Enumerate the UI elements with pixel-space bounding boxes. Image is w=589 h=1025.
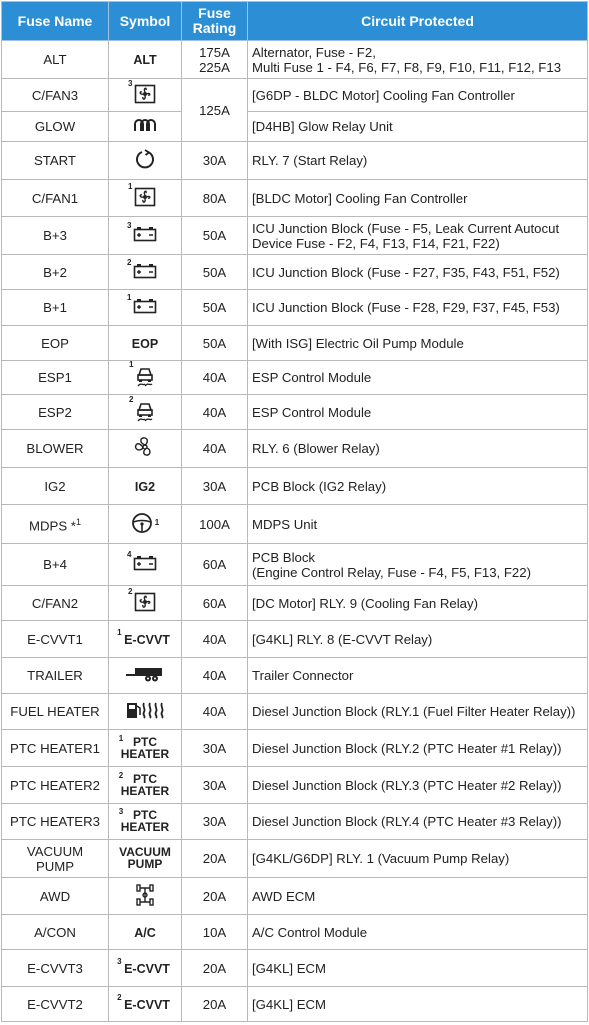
circuit-protected: Diesel Junction Block (RLY.4 (PTC Heater #3 Relay)) bbox=[248, 804, 588, 840]
esp-icon bbox=[135, 365, 155, 387]
circuit-protected: [G6DP - BLDC Motor] Cooling Fan Controller bbox=[248, 79, 588, 112]
battery-icon bbox=[133, 298, 157, 314]
table-row bbox=[2, 41, 588, 79]
symbol-cell bbox=[109, 840, 182, 878]
symbol-cell bbox=[109, 621, 182, 658]
fuse-rating: 30A bbox=[182, 767, 248, 804]
fuse-rating: 80A bbox=[182, 180, 248, 217]
symbol-text: PTC HEATER bbox=[120, 734, 170, 761]
table-row bbox=[2, 290, 588, 326]
fuse-name: ESP1 bbox=[2, 361, 109, 395]
cooling-fan-icon bbox=[134, 187, 156, 207]
symbol-cell bbox=[109, 217, 182, 255]
fuse-rating: 30A bbox=[182, 730, 248, 767]
symbol-cell bbox=[109, 112, 182, 142]
symbol-cell bbox=[109, 79, 182, 112]
table-row bbox=[2, 255, 588, 290]
fuse-name: PTC HEATER3 bbox=[2, 804, 109, 840]
table-row bbox=[2, 658, 588, 694]
fuse-rating: 50A bbox=[182, 290, 248, 326]
fuse-rating: 30A bbox=[182, 468, 248, 505]
symbol-superscript: 1 bbox=[128, 181, 133, 191]
symbol-cell bbox=[109, 255, 182, 290]
battery-icon bbox=[133, 226, 157, 242]
symbol-cell bbox=[109, 468, 182, 505]
fuse-rating bbox=[182, 41, 248, 79]
fuse-name: FUEL HEATER bbox=[2, 694, 109, 730]
symbol-cell bbox=[109, 505, 182, 544]
fuse-name: ESP2 bbox=[2, 395, 109, 430]
circuit-protected bbox=[248, 544, 588, 586]
start-icon bbox=[135, 149, 155, 169]
symbol-text: E-CVVT bbox=[124, 961, 170, 976]
fuse-name: PTC HEATER1 bbox=[2, 730, 109, 767]
fuse-name: E-CVVT3 bbox=[2, 950, 109, 987]
fuse-name: AWD bbox=[2, 878, 109, 915]
symbol-text: IG2 bbox=[134, 479, 156, 494]
circuit-protected: ESP Control Module bbox=[248, 361, 588, 395]
header-fuse-name: Fuse Name bbox=[2, 2, 109, 41]
battery-icon bbox=[133, 263, 157, 279]
circuit-protected: AWD ECM bbox=[248, 878, 588, 915]
fuse-name bbox=[2, 505, 109, 544]
circuit-protected: RLY. 7 (Start Relay) bbox=[248, 142, 588, 180]
fuse-rating: 10A bbox=[182, 915, 248, 950]
table-row bbox=[2, 112, 588, 142]
symbol-superscript: 3 bbox=[128, 78, 133, 88]
esp-icon bbox=[135, 400, 155, 422]
circuit-protected: [G4KL/G6DP] RLY. 1 (Vacuum Pump Relay) bbox=[248, 840, 588, 878]
header-symbol: Symbol bbox=[109, 2, 182, 41]
fuse-name bbox=[2, 840, 109, 878]
symbol-cell bbox=[109, 180, 182, 217]
fuse-rating: 60A bbox=[182, 586, 248, 621]
circuit-protected: [G4KL] RLY. 8 (E-CVVT Relay) bbox=[248, 621, 588, 658]
fuse-name: E-CVVT1 bbox=[2, 621, 109, 658]
table-row bbox=[2, 804, 588, 840]
symbol-cell bbox=[109, 586, 182, 621]
table-row bbox=[2, 840, 588, 878]
fuse-rating: 20A bbox=[182, 950, 248, 987]
fuse-name: B+2 bbox=[2, 255, 109, 290]
fuse-rating: 20A bbox=[182, 840, 248, 878]
symbol-cell bbox=[109, 767, 182, 804]
symbol-cell bbox=[109, 658, 182, 694]
symbol-cell bbox=[109, 878, 182, 915]
header-fuse-rating bbox=[182, 2, 248, 41]
fuse-name: B+1 bbox=[2, 290, 109, 326]
symbol-text: A/C bbox=[134, 925, 156, 940]
header-fuse-rating-text: Fuse Rating bbox=[192, 5, 237, 36]
table-row bbox=[2, 505, 588, 544]
fuse-name: C/FAN3 bbox=[2, 79, 109, 112]
fuse-rating: 30A bbox=[182, 804, 248, 840]
table-row bbox=[2, 915, 588, 950]
symbol-superscript: 3 bbox=[117, 956, 122, 966]
fuse-table bbox=[1, 1, 588, 1022]
circuit-protected bbox=[248, 41, 588, 79]
circuit-protected: [DC Motor] RLY. 9 (Cooling Fan Relay) bbox=[248, 586, 588, 621]
symbol-superscript: 2 bbox=[117, 992, 122, 1002]
symbol-cell bbox=[109, 41, 182, 79]
table-row bbox=[2, 987, 588, 1022]
symbol-cell bbox=[109, 544, 182, 586]
fuse-name: PTC HEATER2 bbox=[2, 767, 109, 804]
fuse-rating: 20A bbox=[182, 878, 248, 915]
fuse-name: A/CON bbox=[2, 915, 109, 950]
fuse-name: EOP bbox=[2, 326, 109, 361]
symbol-cell bbox=[109, 804, 182, 840]
table-row bbox=[2, 730, 588, 767]
symbol-cell bbox=[109, 142, 182, 180]
glow-plug-icon bbox=[132, 118, 158, 132]
fuse-name: ALT bbox=[2, 41, 109, 79]
symbol-cell bbox=[109, 430, 182, 468]
table-row bbox=[2, 395, 588, 430]
symbol-text: EOP bbox=[131, 336, 159, 351]
circuit-text: ICU Junction Block (Fuse - F5, Leak Current Autocut Device Fuse - F2, F4, F13, F14, F21, F22) bbox=[252, 220, 560, 251]
circuit-protected: ICU Junction Block (Fuse - F27, F35, F43, F51, F52) bbox=[248, 255, 588, 290]
symbol-cell bbox=[109, 290, 182, 326]
circuit-protected: Trailer Connector bbox=[248, 658, 588, 694]
circuit-protected: [G4KL] ECM bbox=[248, 987, 588, 1022]
table-row bbox=[2, 694, 588, 730]
fuse-rating: 40A bbox=[182, 621, 248, 658]
circuit-protected: [D4HB] Glow Relay Unit bbox=[248, 112, 588, 142]
fuel-heater-icon bbox=[125, 700, 165, 720]
circuit-protected: A/C Control Module bbox=[248, 915, 588, 950]
table-row bbox=[2, 544, 588, 586]
fuse-rating: 40A bbox=[182, 658, 248, 694]
fuse-rating: 50A bbox=[182, 326, 248, 361]
table-row bbox=[2, 180, 588, 217]
symbol-superscript: 1 bbox=[117, 627, 122, 637]
symbol-text: E-CVVT bbox=[124, 632, 170, 647]
circuit-protected: [BLDC Motor] Cooling Fan Controller bbox=[248, 180, 588, 217]
fuse-name-superscript: 1 bbox=[75, 516, 81, 527]
table-row bbox=[2, 326, 588, 361]
fuse-rating: 60A bbox=[182, 544, 248, 586]
fuse-name: START bbox=[2, 142, 109, 180]
symbol-cell bbox=[109, 326, 182, 361]
table-row bbox=[2, 586, 588, 621]
fuse-name: BLOWER bbox=[2, 430, 109, 468]
symbol-superscript: 1 bbox=[127, 293, 132, 302]
table-row bbox=[2, 430, 588, 468]
symbol-superscript: 1 bbox=[154, 518, 160, 527]
symbol-superscript: 2 bbox=[129, 394, 134, 404]
symbol-superscript: 3 bbox=[118, 807, 124, 816]
fuse-name: E-CVVT2 bbox=[2, 987, 109, 1022]
table-row bbox=[2, 878, 588, 915]
circuit-protected: PCB Block (IG2 Relay) bbox=[248, 468, 588, 505]
circuit-protected: ICU Junction Block (Fuse - F28, F29, F37, F45, F53) bbox=[248, 290, 588, 326]
symbol-text: VACUUM PUMP bbox=[119, 845, 171, 871]
fuse-rating: 50A bbox=[182, 255, 248, 290]
fuse-rating: 50A bbox=[182, 217, 248, 255]
circuit-protected: [G4KL] ECM bbox=[248, 950, 588, 987]
symbol-cell bbox=[109, 730, 182, 767]
awd-icon bbox=[135, 883, 155, 907]
symbol-cell bbox=[109, 950, 182, 987]
circuit-protected: MDPS Unit bbox=[248, 505, 588, 544]
table-row bbox=[2, 468, 588, 505]
fuse-name-text: VACUUM PUMP bbox=[26, 843, 84, 874]
symbol-superscript: 3 bbox=[127, 221, 132, 230]
fuse-rating-text: 175A 225A bbox=[199, 44, 230, 75]
cooling-fan-icon bbox=[134, 84, 156, 104]
symbol-cell bbox=[109, 694, 182, 730]
fuse-rating: 40A bbox=[182, 361, 248, 395]
fuse-rating: 100A bbox=[182, 505, 248, 544]
fuse-name-text: MDPS * bbox=[29, 518, 76, 534]
table-row bbox=[2, 767, 588, 804]
header-row bbox=[2, 2, 588, 41]
circuit-protected: [With ISG] Electric Oil Pump Module bbox=[248, 326, 588, 361]
circuit-protected: ESP Control Module bbox=[248, 395, 588, 430]
symbol-superscript: 4 bbox=[127, 550, 132, 559]
fuse-name: B+3 bbox=[2, 217, 109, 255]
table-row bbox=[2, 142, 588, 180]
circuit-protected: Diesel Junction Block (RLY.2 (PTC Heater #1 Relay)) bbox=[248, 730, 588, 767]
symbol-cell bbox=[109, 361, 182, 395]
circuit-protected: Diesel Junction Block (RLY.3 (PTC Heater #2 Relay)) bbox=[248, 767, 588, 804]
symbol-text: ALT bbox=[133, 53, 157, 67]
fuse-rating: 40A bbox=[182, 694, 248, 730]
fuse-name: C/FAN2 bbox=[2, 586, 109, 621]
symbol-cell bbox=[109, 395, 182, 430]
symbol-superscript: 2 bbox=[127, 257, 132, 267]
symbol-superscript: 1 bbox=[118, 733, 124, 743]
table-row bbox=[2, 361, 588, 395]
battery-icon bbox=[133, 555, 157, 571]
blower-icon bbox=[133, 436, 157, 458]
steering-wheel-icon bbox=[131, 512, 153, 534]
table-row bbox=[2, 950, 588, 987]
circuit-protected: RLY. 6 (Blower Relay) bbox=[248, 430, 588, 468]
circuit-text: PCB Block (Engine Control Relay, Fuse - F4, F5, F13, F22) bbox=[252, 549, 531, 580]
fuse-name: TRAILER bbox=[2, 658, 109, 694]
circuit-protected bbox=[248, 217, 588, 255]
symbol-text: PTC HEATER bbox=[120, 808, 170, 834]
fuse-rating: 40A bbox=[182, 395, 248, 430]
fuse-rating: 30A bbox=[182, 142, 248, 180]
symbol-cell bbox=[109, 915, 182, 950]
cooling-fan-icon bbox=[134, 592, 156, 612]
header-circuit-protected: Circuit Protected bbox=[248, 2, 588, 41]
circuit-text: Alternator, Fuse - F2, Multi Fuse 1 - F4, F6, F7, F8, F9, F10, F11, F12, F13 bbox=[252, 44, 562, 75]
trailer-icon bbox=[125, 666, 165, 682]
symbol-text: E-CVVT bbox=[124, 997, 170, 1012]
fuse-name: GLOW bbox=[2, 112, 109, 142]
fuse-rating: 20A bbox=[182, 987, 248, 1022]
circuit-protected: Diesel Junction Block (RLY.1 (Fuel Filter Heater Relay)) bbox=[248, 694, 588, 730]
symbol-text: PTC HEATER bbox=[120, 771, 170, 798]
fuse-rating: 40A bbox=[182, 430, 248, 468]
fuse-name: IG2 bbox=[2, 468, 109, 505]
symbol-superscript: 1 bbox=[129, 360, 134, 369]
symbol-superscript: 2 bbox=[128, 586, 133, 596]
table-row bbox=[2, 79, 588, 112]
symbol-superscript: 2 bbox=[118, 770, 124, 780]
table-row bbox=[2, 621, 588, 658]
fuse-rating: 125A bbox=[182, 79, 248, 142]
fuse-name: C/FAN1 bbox=[2, 180, 109, 217]
fuse-name: B+4 bbox=[2, 544, 109, 586]
table-row bbox=[2, 217, 588, 255]
symbol-cell bbox=[109, 987, 182, 1022]
